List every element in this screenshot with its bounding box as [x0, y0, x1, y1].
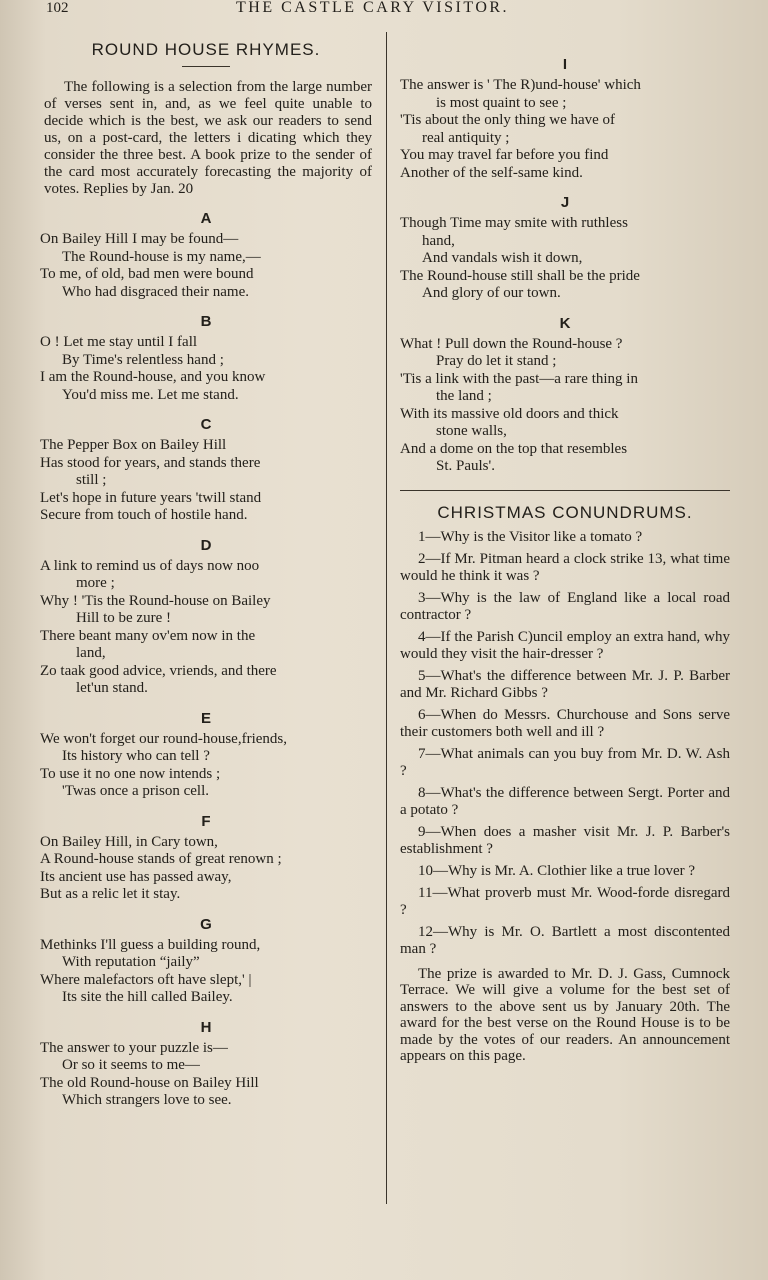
conundrum-question: 3—Why is the law of England like a local road contractor ? [400, 589, 730, 623]
poem-line: hand, [422, 232, 455, 249]
poem-line: On Bailey Hill, in Cary town, [40, 833, 218, 850]
poem-line: 'Tis a link with the past—a rare thing in [400, 370, 638, 387]
conundrum-question: 2—If Mr. Pitman heard a clock strike 13, what time would he think it was ? [400, 550, 730, 584]
poem-line: The Round-house still shall be the pride [400, 267, 640, 284]
poem-g [40, 916, 372, 1007]
poem-line: let'un stand. [76, 680, 148, 696]
poem-line: By Time's relentless hand ; [62, 351, 224, 368]
poem-d [40, 537, 372, 698]
poem-line: Zo taak good advice, vriends, and there [40, 662, 277, 679]
conundrum-question: 4—If the Parish C)uncil employ an extra hand, why would they visit the hair-dresser ? [400, 628, 730, 662]
poem-line: Secure from touch of hostile hand. [40, 507, 248, 523]
poem-line: Why ! 'Tis the Round-house on Bailey [40, 592, 271, 609]
left-column [40, 36, 372, 1110]
poem-line: the land ; [436, 388, 492, 404]
conundrums-title: CHRISTMAS CONUNDRUMS. [437, 502, 693, 522]
poem-letter: J [560, 194, 570, 211]
conundrum-question: 9—When does a masher visit Mr. J. P. Barber's establishment ? [400, 823, 730, 857]
poem-line: The answer to your puzzle is— [40, 1039, 228, 1056]
poem-line: What ! Pull down the Round-house ? [400, 335, 623, 352]
poem-line: Pray do let it stand ; [436, 353, 557, 369]
poem-line: Let's hope in future years 'twill stand [40, 489, 262, 506]
conundrum-question: 6—When do Messrs. Churchouse and Sons serve their customers both well and ill ? [400, 706, 730, 740]
poem-line: You may travel far before you find [400, 147, 609, 163]
poem-line: stone walls, [436, 423, 507, 439]
poem-h [40, 1019, 372, 1110]
poem-line: is most quaint to see ; [436, 94, 567, 111]
poem-letter: B [200, 313, 212, 330]
poem-line: Or so it seems to me— [62, 1057, 200, 1073]
poem-c [40, 416, 372, 525]
poem-letter: H [200, 1018, 212, 1036]
poem-line: On Bailey Hill I may be found— [40, 231, 239, 247]
conundrum-question: 10—Why is Mr. A. Clothier like a true lover ? [418, 862, 696, 879]
poem-line: We won't forget our round-house,friends, [40, 730, 287, 747]
poem-line: 'Tis about the only thing we have of [400, 112, 616, 128]
poem-line: more ; [76, 575, 115, 591]
poem-letter: G [200, 915, 212, 933]
round-house-intro: The following is a selection from the large number of verses sent in, and, as we feel quite unable to decide which is the best, we ask our readers to send us, on a post-card, the letters i dicating which they consider the three best. A book prize to the sender of the card most accurately forecasting the majority of votes. Replies by Jan. 20 [44, 79, 372, 197]
poem-line: Who had disgraced their name. [62, 283, 250, 300]
poem-line: Has stood for years, and stands there [40, 454, 261, 471]
poem-line: There beant many ov'em now in the [40, 627, 256, 644]
poem-line: St. Pauls'. [436, 458, 495, 474]
poem-line: And vandals wish it down, [422, 250, 583, 266]
poem-letter: C [200, 416, 212, 433]
poem-line: I am the Round-house, and you know [40, 369, 266, 385]
poem-b [40, 313, 372, 404]
poem-line: To use it no one now intends ; [40, 765, 221, 782]
poem-line: A link to remind us of days now noo [40, 557, 260, 574]
poem-line: And glory of our town. [422, 285, 561, 301]
poem-line: Its ancient use has passed away, [40, 868, 232, 885]
poem-line: real antiquity ; [422, 129, 510, 146]
poem-letter: K [559, 314, 571, 332]
poems-left [40, 210, 372, 1110]
poem-letter: A [200, 210, 212, 227]
poem-line: O ! Let me stay until I fall [40, 334, 198, 350]
poem-line: The old Round-house on Bailey Hill [40, 1074, 259, 1091]
poem-line: land, [76, 645, 106, 661]
poem-line: Which strangers love to see. [62, 1092, 232, 1108]
poem-line: And a dome on the top that resembles [400, 440, 628, 457]
column-divider [386, 32, 387, 1204]
poem-line: With its massive old doors and thick [400, 405, 619, 422]
right-column [400, 44, 730, 1080]
poem-line: Hill to be zure ! [76, 610, 171, 626]
conundrum-question: 5—What's the difference between Mr. J. P. Barber and Mr. Richard Gibbs ? [400, 667, 730, 701]
poem-line: You'd miss me. Let me stand. [62, 386, 239, 403]
poem-line: 'Twas once a prison cell. [62, 783, 210, 799]
conundrum-question: 11—What proverb must Mr. Wood-forde disregard ? [400, 884, 730, 918]
poem-line: Another of the self-same kind. [400, 164, 583, 181]
poem-e [40, 710, 372, 801]
poem-line: Its site the hill called Bailey. [62, 989, 233, 1005]
poem-line: Its history who can tell ? [62, 748, 210, 764]
section-rule [400, 490, 730, 491]
poem-i [400, 56, 730, 182]
poems-right [400, 56, 730, 476]
poem-line: A Round-house stands of great renown ; [40, 851, 282, 867]
poem-a [40, 210, 372, 301]
poem-line: With reputation “jaily” [62, 954, 200, 970]
poem-line: But as a relic let it stay. [40, 886, 181, 902]
conundrum-list [400, 529, 730, 958]
poem-line: Though Time may smite with ruthless [400, 215, 628, 231]
running-title: THE CASTLE CARY VISITOR. [236, 0, 510, 16]
poem-line: To me, of old, bad men were bound [40, 266, 254, 282]
conundrum-question: 1—Why is the Visitor like a tomato ? [418, 528, 643, 545]
poem-letter: D [200, 536, 212, 554]
poem-f [40, 813, 372, 904]
title-rule [182, 66, 230, 67]
prize-notice: The prize is awarded to Mr. D. J. Gass, Cumnock Terrace. We will give a volume for the best set of answers to the above sent us by January 20th. The award for the best verse on the Round House is to be made by the votes of our readers. An announcement appears on this page. [400, 965, 730, 1064]
poem-line: Where malefactors oft have slept,' | [40, 971, 252, 988]
page-header [0, 0, 768, 20]
poem-line: The Round-house is my name,— [62, 248, 261, 265]
round-house-title: ROUND HOUSE RHYMES. [91, 40, 321, 59]
poem-j [400, 194, 730, 303]
conundrum-question: 7—What animals can you buy from Mr. D. W. Ash ? [400, 745, 730, 779]
conundrum-question: 12—Why is Mr. O. Bartlett a most discontented man ? [400, 923, 730, 957]
poem-letter: I [562, 56, 568, 73]
poem-letter: E [200, 709, 211, 727]
page-number: 102 [46, 0, 69, 16]
poem-letter: F [201, 812, 211, 830]
poem-line: Methinks I'll guess a building round, [40, 936, 261, 953]
poem-k [400, 315, 730, 476]
conundrum-question: 8—What's the difference between Sergt. Porter and a potato ? [400, 784, 730, 818]
poem-line: still ; [76, 472, 107, 488]
poem-line: The Pepper Box on Bailey Hill [40, 437, 227, 453]
poem-line: The answer is ' The R)und-house' which [400, 77, 641, 93]
